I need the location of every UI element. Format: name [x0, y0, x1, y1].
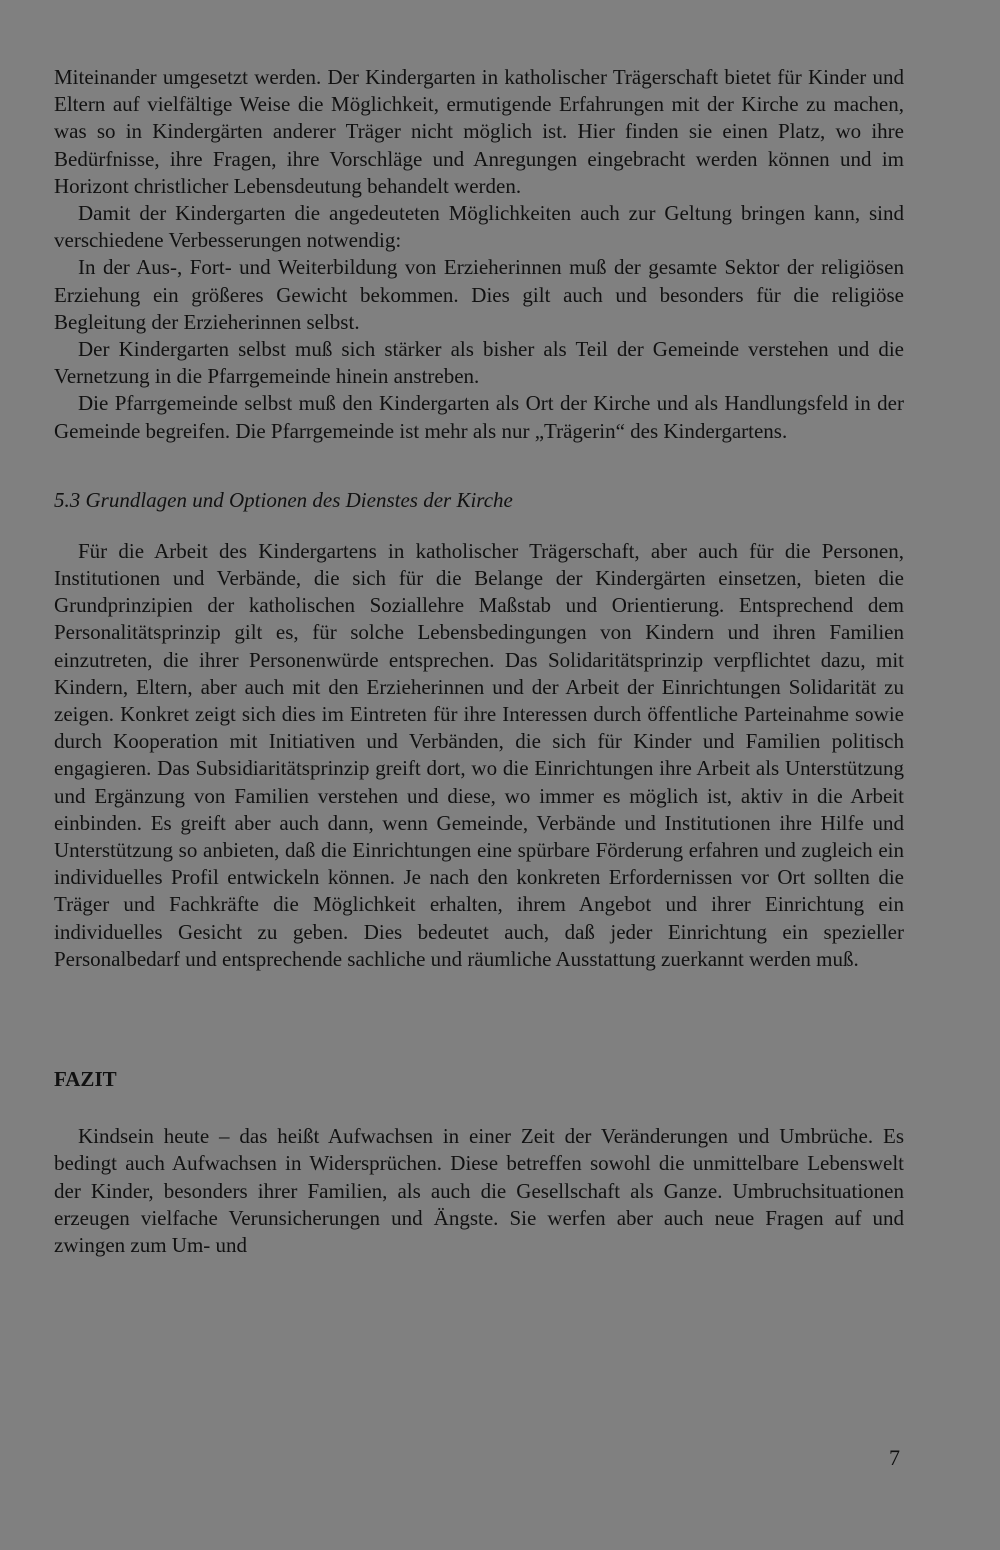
section-paragraph: Für die Arbeit des Kindergartens in katholischer Trägerschaft, aber auch für die Personen, Institutionen und Verbände, die sich für die Belange der Kindergärten einsetzen, bieten die Grundprinzipien der katholischen Soziallehre Maßstab und Orientierung. Entsprechend dem Personalitätsprinzip gilt es, für solche Lebensbedingungen von Kindern und ihren Familien einzutreten, die ihrer Personenwürde entsprechen. Das Solidaritätsprinzip verpflichtet dazu, mit Kindern, Eltern, aber auch mit den Erzieherinnen und der Arbeit der Einrichtungen Solidarität zu zeigen. Konkret zeigt sich dies im Eintreten für ihre Interessen durch öffentliche Parteinahme sowie durch Kooperation mit Initiativen und Verbänden, die sich für Kinder und Familien politisch engagieren. Das Subsidiaritätsprinzip greift dort, wo die Einrichtungen ihre Arbeit als Unterstützung und Ergänzung von Familien verstehen und diese, wo immer es möglich ist, aktiv in die Arbeit einbinden. Es greift aber auch dann, wenn Gemeinde, Verbände und Institutionen ihre Hilfe und Unterstützung so anbieten, daß die Einrichtungen eine spürbare Förderung erfahren und zugleich ein individuelles Profil entwickeln können. Je nach den konkreten Erfordernissen vor Ort sollten die Träger und Fachkräfte die Möglichkeit erhalten, ihrem Angebot und ihrer Einrichtung ein individuelles Gesicht zu geben. Dies bedeutet auch, daß jeder Einrichtung ein spezieller Personalbedarf und entsprechende sachliche und räumliche Ausstattung zuerkannt werden muß. [54, 538, 904, 971]
paragraph-kindergarten-community: Der Kindergarten selbst muß sich stärker als bisher als Teil der Gemeinde verstehen und die Vernetzung in die Pfarrgemeinde hinein anstreben. [54, 337, 904, 389]
paragraph-improvements-intro: Damit der Kindergarten die angedeuteten Möglichkeiten auch zur Geltung bringen kann, sind verschiedene Verbesserungen notwendig: [54, 201, 904, 253]
paragraph-parish: Die Pfarrgemeinde selbst muß den Kindergarten als Ort der Kirche und als Handlungsfeld in der Gemeinde begreifen. Die Pfarrgemeinde ist mehr als nur „Trägerin“ des Kindergartens. [54, 391, 904, 443]
page-number: 7 [889, 1445, 900, 1470]
paragraph-training: In der Aus-, Fort- und Weiterbildung von Erzieherinnen muß der gesamte Sektor der religiösen Erziehung ein größeres Gewicht bekommen. Dies gilt auch und besonders für die religiöse Begleitung der Erzieherinnen selbst. [54, 255, 904, 334]
section-heading: 5.3 Grundlagen und Optionen des Dienstes der Kirche [54, 487, 513, 512]
fazit-paragraph: Kindsein heute – das heißt Aufwachsen in einer Zeit der Veränderungen und Umbrüche. Es bedingt auch Aufwachsen in Widersprüchen. Diese betreffen sowohl die unmittelbare Lebenswelt der Kinder, besonders ihrer Familien, als auch die Gesellschaft als Ganze. Umbruchsituationen erzeugen vielfache Verunsicherungen und Ängste. Sie werfen aber auch neue Fragen auf und zwingen zum Um- und [54, 1124, 904, 1257]
fazit-heading: FAZIT [54, 1067, 117, 1092]
paragraph-continuation: Miteinander umgesetzt werden. Der Kindergarten in katholischer Trägerschaft bietet für Kinder und Eltern auf vielfältige Weise die Möglichkeit, ermutigende Erfahrungen mit der Kirche zu machen, was so in Kindergärten anderer Träger nicht möglich ist. Hier finden sie einen Platz, wo ihre Bedürfnisse, ihre Fragen, ihre Vorschläge und Anregungen eingebracht werden können und im Horizont christlicher Lebensdeutung behandelt werden. [54, 65, 904, 198]
